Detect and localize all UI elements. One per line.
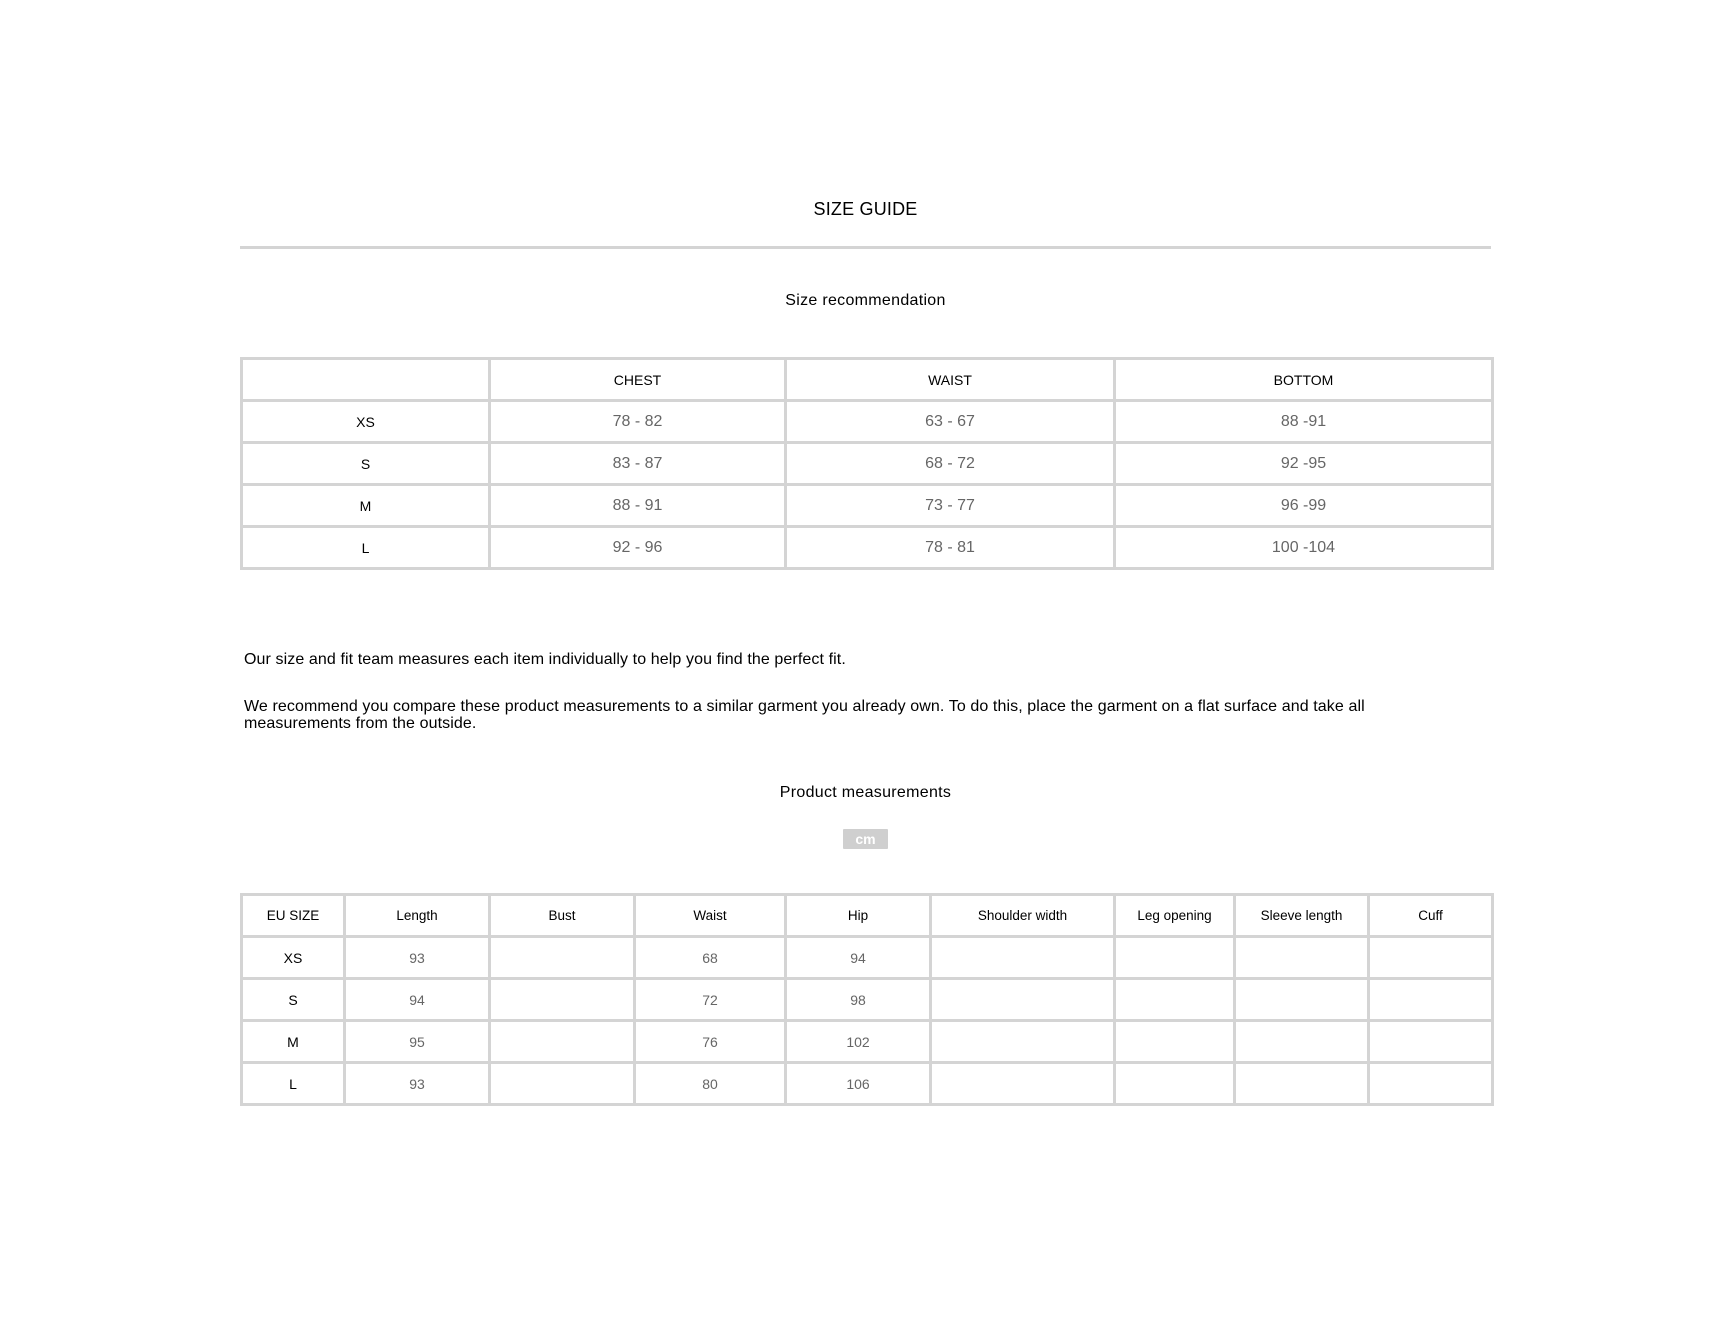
measure-instructions-text: We recommend you compare these product measurements to a similar garment you already own. To do this, place the garment on a flat surface and take all measurements from the outside.: [244, 698, 1365, 732]
product-measurements-table: [240, 893, 1494, 1106]
sleeve-length-value: [1235, 1063, 1369, 1105]
length-value: 94: [345, 979, 490, 1021]
page-title: SIZE GUIDE: [813, 199, 918, 219]
waist-value: 68: [635, 937, 786, 979]
waist-value: 76: [635, 1021, 786, 1063]
cuff-value: [1369, 937, 1493, 979]
product-measurements-heading: Product measurements: [779, 784, 952, 801]
cuff-value: [1369, 1021, 1493, 1063]
bust-value: [490, 937, 635, 979]
size-recommendation-table: [240, 357, 1494, 570]
length-value: 93: [345, 1063, 490, 1105]
table-header-cell: WAIST: [786, 359, 1115, 401]
size-label: S: [242, 443, 490, 485]
waist-value: 78 - 81: [786, 527, 1115, 569]
shoulder-width-value: [931, 979, 1115, 1021]
table-header-cell: [242, 359, 490, 401]
unit-toggle-wrap: [240, 829, 1491, 849]
bottom-value: 100 -104: [1115, 527, 1493, 569]
bust-value: [490, 979, 635, 1021]
hip-value: 94: [786, 937, 931, 979]
leg-opening-value: [1115, 979, 1235, 1021]
table-header-cell: Cuff: [1369, 895, 1493, 937]
table-row: [242, 1021, 1493, 1063]
eu-size-label: L: [242, 1063, 345, 1105]
hip-value: 106: [786, 1063, 931, 1105]
bust-value: [490, 1021, 635, 1063]
title-divider: [240, 246, 1491, 249]
waist-value: 80: [635, 1063, 786, 1105]
fit-intro-text: Our size and fit team measures each item individually to help you find the perfect fit.: [244, 651, 846, 668]
eu-size-label: XS: [242, 937, 345, 979]
bottom-value: 96 -99: [1115, 485, 1493, 527]
length-value: 93: [345, 937, 490, 979]
sleeve-length-value: [1235, 1021, 1369, 1063]
table-row: [242, 401, 1493, 443]
table-header-cell: BOTTOM: [1115, 359, 1493, 401]
unit-cm-button[interactable]: cm: [843, 829, 887, 849]
chest-value: 92 - 96: [490, 527, 786, 569]
table-header-cell: Waist: [635, 895, 786, 937]
table-header-cell: EU SIZE: [242, 895, 345, 937]
size-recommendation-heading: Size recommendation: [785, 292, 946, 309]
eu-size-label: M: [242, 1021, 345, 1063]
table-row: [242, 979, 1493, 1021]
table-header-cell: Length: [345, 895, 490, 937]
chest-value: 78 - 82: [490, 401, 786, 443]
leg-opening-value: [1115, 1021, 1235, 1063]
waist-value: 63 - 67: [786, 401, 1115, 443]
shoulder-width-value: [931, 1021, 1115, 1063]
table-header-row: [242, 359, 1493, 401]
table-row: [242, 1063, 1493, 1105]
table-header-row: [242, 895, 1493, 937]
size-label: M: [242, 485, 490, 527]
table-row: [242, 937, 1493, 979]
table-header-cell: Leg opening: [1115, 895, 1235, 937]
hip-value: 102: [786, 1021, 931, 1063]
table-row: [242, 527, 1493, 569]
table-header-cell: CHEST: [490, 359, 786, 401]
chest-value: 88 - 91: [490, 485, 786, 527]
size-label: XS: [242, 401, 490, 443]
table-row: [242, 485, 1493, 527]
eu-size-label: S: [242, 979, 345, 1021]
waist-value: 72: [635, 979, 786, 1021]
waist-value: 68 - 72: [786, 443, 1115, 485]
leg-opening-value: [1115, 1063, 1235, 1105]
table-row: [242, 443, 1493, 485]
leg-opening-value: [1115, 937, 1235, 979]
table-header-cell: Shoulder width: [931, 895, 1115, 937]
shoulder-width-value: [931, 1063, 1115, 1105]
cuff-value: [1369, 979, 1493, 1021]
waist-value: 73 - 77: [786, 485, 1115, 527]
hip-value: 98: [786, 979, 931, 1021]
sleeve-length-value: [1235, 979, 1369, 1021]
chest-value: 83 - 87: [490, 443, 786, 485]
table-header-cell: Bust: [490, 895, 635, 937]
length-value: 95: [345, 1021, 490, 1063]
bust-value: [490, 1063, 635, 1105]
table-header-cell: Hip: [786, 895, 931, 937]
bottom-value: 92 -95: [1115, 443, 1493, 485]
sleeve-length-value: [1235, 937, 1369, 979]
size-label: L: [242, 527, 490, 569]
cuff-value: [1369, 1063, 1493, 1105]
bottom-value: 88 -91: [1115, 401, 1493, 443]
table-header-cell: Sleeve length: [1235, 895, 1369, 937]
shoulder-width-value: [931, 937, 1115, 979]
